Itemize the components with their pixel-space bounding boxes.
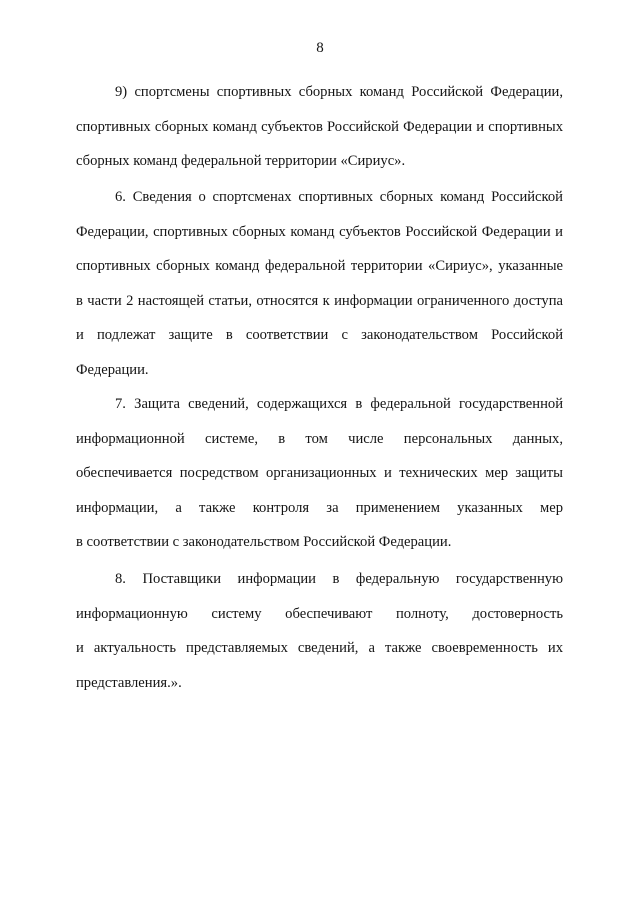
text-line: 7. Защита сведений, содержащихся в федеральной государственной: [115, 396, 563, 412]
text-line: спортивных сборных команд субъектов Российской Федерации и спортивных: [76, 118, 563, 135]
text-line: представления.».: [76, 674, 182, 691]
text-line: и подлежат защите в соответствии с законодательством Российской: [76, 327, 563, 344]
text-line: 9) спортсмены спортивных сборных команд Российской Федерации,: [115, 84, 563, 100]
text-line: информационную систему обеспечивают полноту, достоверность: [76, 605, 563, 622]
paragraph-part-8: [76, 562, 563, 700]
text-line: Федерации, спортивных сборных команд субъектов Российской Федерации и: [76, 223, 563, 240]
page-number: 8: [316, 40, 324, 56]
text-line: обеспечивается посредством организационных и технических мер защиты: [76, 465, 563, 482]
text-line: сборных команд федеральной территории «Сириус».: [76, 153, 406, 170]
paragraph-part-6: [76, 180, 563, 388]
text-line: информационной системе, в том числе персональных данных,: [76, 430, 563, 447]
text-line: Федерации.: [76, 361, 149, 378]
text-line: в соответствии с законодательством Российской Федерации.: [76, 534, 452, 551]
text-line: и актуальность представляемых сведений, а также своевременность их: [76, 640, 563, 657]
text-line: 8. Поставщики информации в федеральную государственную: [115, 571, 563, 587]
paragraph-part-7: [76, 387, 563, 560]
text-line: спортивных сборных команд федеральной территории «Сириус», указанные: [76, 258, 563, 275]
paragraph-item-9: [76, 75, 563, 179]
text-line: 6. Сведения о спортсменах спортивных сборных команд Российской: [115, 189, 563, 205]
text-line: информации, а также контроля за применением указанных мер: [76, 499, 563, 516]
text-line: в части 2 настоящей статьи, относятся к информации ограниченного доступа: [76, 292, 563, 309]
